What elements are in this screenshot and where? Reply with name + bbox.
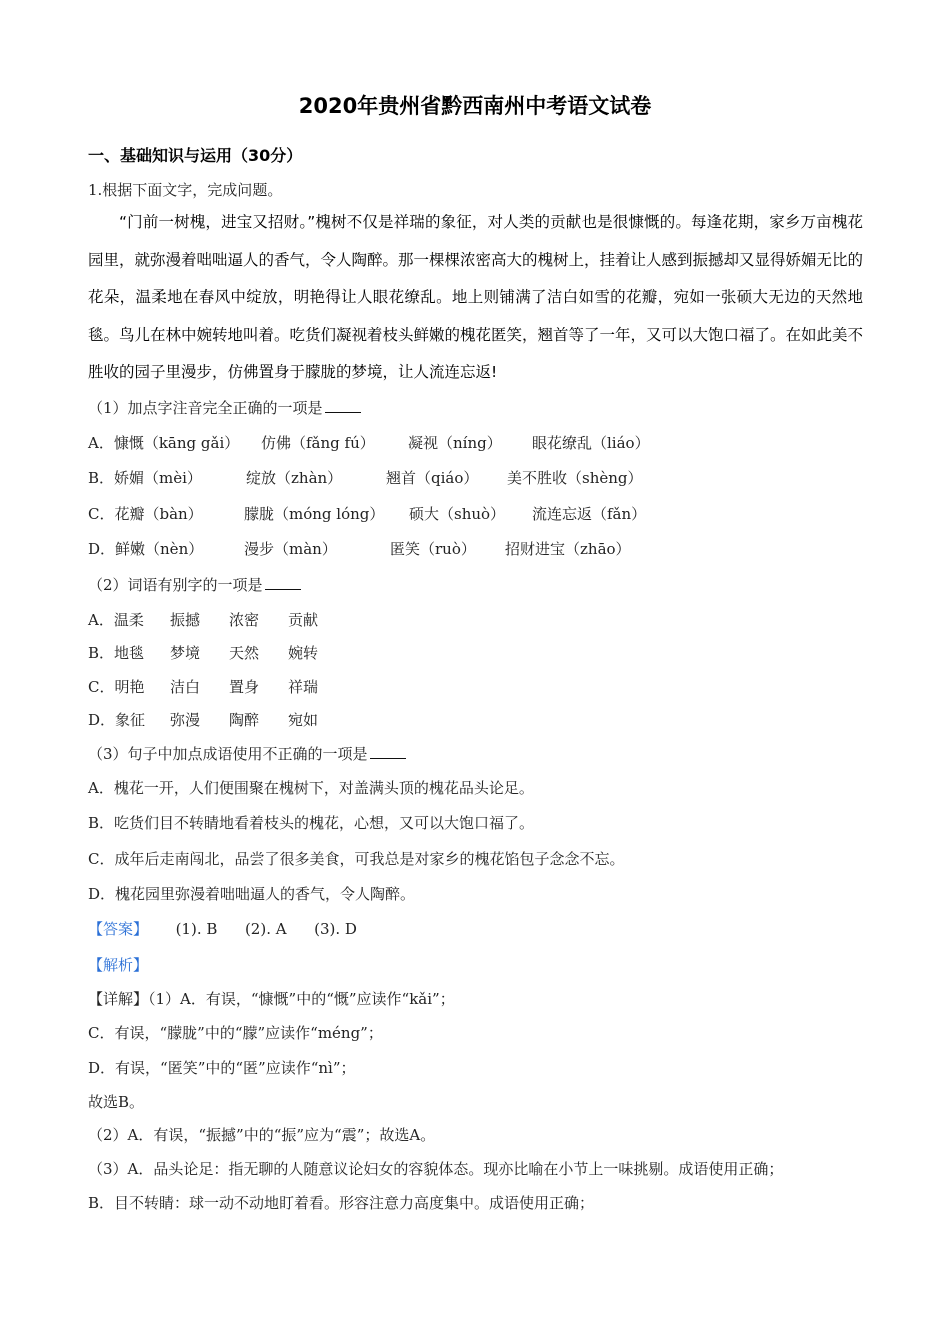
word-a-2: 振撼: [170, 611, 201, 629]
sub-question-2-text: （2）词语有别字的一项是: [88, 576, 263, 594]
word-b-4: 婉转: [288, 644, 319, 662]
word-c-1: C．明艳: [88, 678, 145, 696]
option-a-2: 仿佛（fǎng fú）: [261, 434, 375, 452]
answer-tag: 【答案】: [88, 920, 149, 938]
reading-passage: “门前一树槐，进宝又招财。”槐树不仅是祥瑞的象征，对人类的贡献也是很慷慨的。每逢花期，家乡万亩槐花园里，就弥漫着咄咄逼人的香气，令人陶醉。那一棵棵浓密高大的槐树上，挂着让人感到振撼却又显得娇媚无比的花朵，温柔地在春风中绽放，明艳得让人眼花缭乱。地上则铺满了洁白如雪的花瓣，宛如一张硕大无边的天然地毯。鸟儿在林中婉转地叫着。吃货们凝视着枝头鲜嫩的槐花匿笑，翘首等了一年，又可以大饱口福了。在如此美不胜收的园子里漫步，仿佛置身于朦胧的梦境，让人流连忘返!: [88, 213, 864, 381]
word-a-4: 贡献: [288, 611, 319, 629]
option-c-2: 朦胧（móng lóng）: [244, 505, 385, 523]
option-a-1: A．慷慨（kāng gǎi）: [88, 434, 240, 452]
word-d-3: 陶醉: [229, 711, 260, 729]
analysis-line-5: （2）A．有误，“振撼”中的“振”应为“震”；故选A。: [88, 1126, 436, 1144]
word-c-2: 洁白: [170, 678, 201, 696]
analysis-line-1: 【详解】（1）A．有误，“慷慨”中的“慨”应读作“kǎi”；: [88, 990, 455, 1008]
word-a-1: A．温柔: [88, 611, 144, 629]
analysis-line-4: 故选B。: [88, 1093, 145, 1111]
word-d-4: 宛如: [288, 711, 319, 729]
answer-2: (2). A: [244, 920, 287, 938]
answer-blank: [265, 575, 301, 590]
option-d-4: 招财进宝（zhāo）: [505, 540, 631, 558]
word-c-3: 置身: [229, 678, 260, 696]
option-a-4: 眼花缭乱（liáo）: [532, 434, 650, 452]
answer-1: (1). B: [175, 920, 218, 938]
option-a-3: 凝视（níng）: [408, 434, 502, 452]
option-b-1: B．娇媚（mèi）: [88, 469, 202, 487]
sentence-option-a: A．槐花一开，人们便围聚在槐树下，对盖满头顶的槐花品头论足。: [88, 779, 534, 797]
option-b-3: 翘首（qiáo）: [386, 469, 479, 487]
analysis-line-2: C．有误，“朦胧”中的“朦”应读作“méng”；: [88, 1024, 383, 1042]
answer-line: [88, 919, 357, 939]
word-b-3: 天然: [229, 644, 260, 662]
word-b-2: 梦境: [170, 644, 201, 662]
option-c-4: 流连忘返（fǎn）: [532, 505, 647, 523]
sentence-option-b: B．吃货们目不转睛地看着枝头的槐花，心想，又可以大饱口福了。: [88, 814, 535, 832]
sentence-option-d: D．槐花园里弥漫着咄咄逼人的香气，令人陶醉。: [88, 885, 416, 903]
section-heading: 一、基础知识与运用（30分）: [88, 146, 303, 165]
option-b-2: 绽放（zhàn）: [246, 469, 343, 487]
option-d-3: 匿笑（ruò）: [390, 540, 476, 558]
sentence-option-c: C．成年后走南闯北，品尝了很多美食，可我总是对家乡的槐花馅包子念念不忘。: [88, 850, 625, 868]
word-c-4: 祥瑞: [288, 678, 319, 696]
analysis-line-7: B．目不转睛：球一动不动地盯着看。形容注意力高度集中。成语使用正确；: [88, 1194, 595, 1212]
sub-question-1-stem: [88, 398, 361, 418]
word-d-2: 弥漫: [170, 711, 201, 729]
sub-question-2-stem: [88, 575, 301, 595]
option-b-4: 美不胜收（shèng）: [507, 469, 643, 487]
question-1-stem: 1.根据下面文字，完成问题。: [88, 181, 283, 199]
option-d-2: 漫步（màn）: [244, 540, 337, 558]
word-a-3: 浓密: [229, 611, 260, 629]
sub-question-1-text: （1）加点字注音完全正确的一项是: [88, 399, 323, 417]
answer-blank: [370, 744, 406, 759]
analysis-tag: 【解析】: [88, 956, 149, 974]
answer-3: (3). D: [314, 920, 357, 938]
page-title: 2020年贵州省黔西南州中考语文试卷: [298, 94, 652, 118]
analysis-line-3: D．有误，“匿笑”中的“匿”应读作“nì”；: [88, 1059, 356, 1077]
answer-blank: [325, 398, 361, 413]
option-c-1: C．花瓣（bàn）: [88, 505, 203, 523]
sub-question-3-stem: [88, 744, 406, 764]
option-c-3: 硕大（shuò）: [409, 505, 506, 523]
analysis-line-6: （3）A．品头论足：指无聊的人随意议论妇女的容貌体态。现亦比喻在小节上一味挑剔。成语使用正确；: [88, 1160, 784, 1178]
word-b-1: B．地毯: [88, 644, 145, 662]
option-d-1: D．鲜嫩（nèn）: [88, 540, 204, 558]
sub-question-3-text: （3）句子中加点成语使用不正确的一项是: [88, 745, 368, 763]
word-d-1: D．象征: [88, 711, 146, 729]
